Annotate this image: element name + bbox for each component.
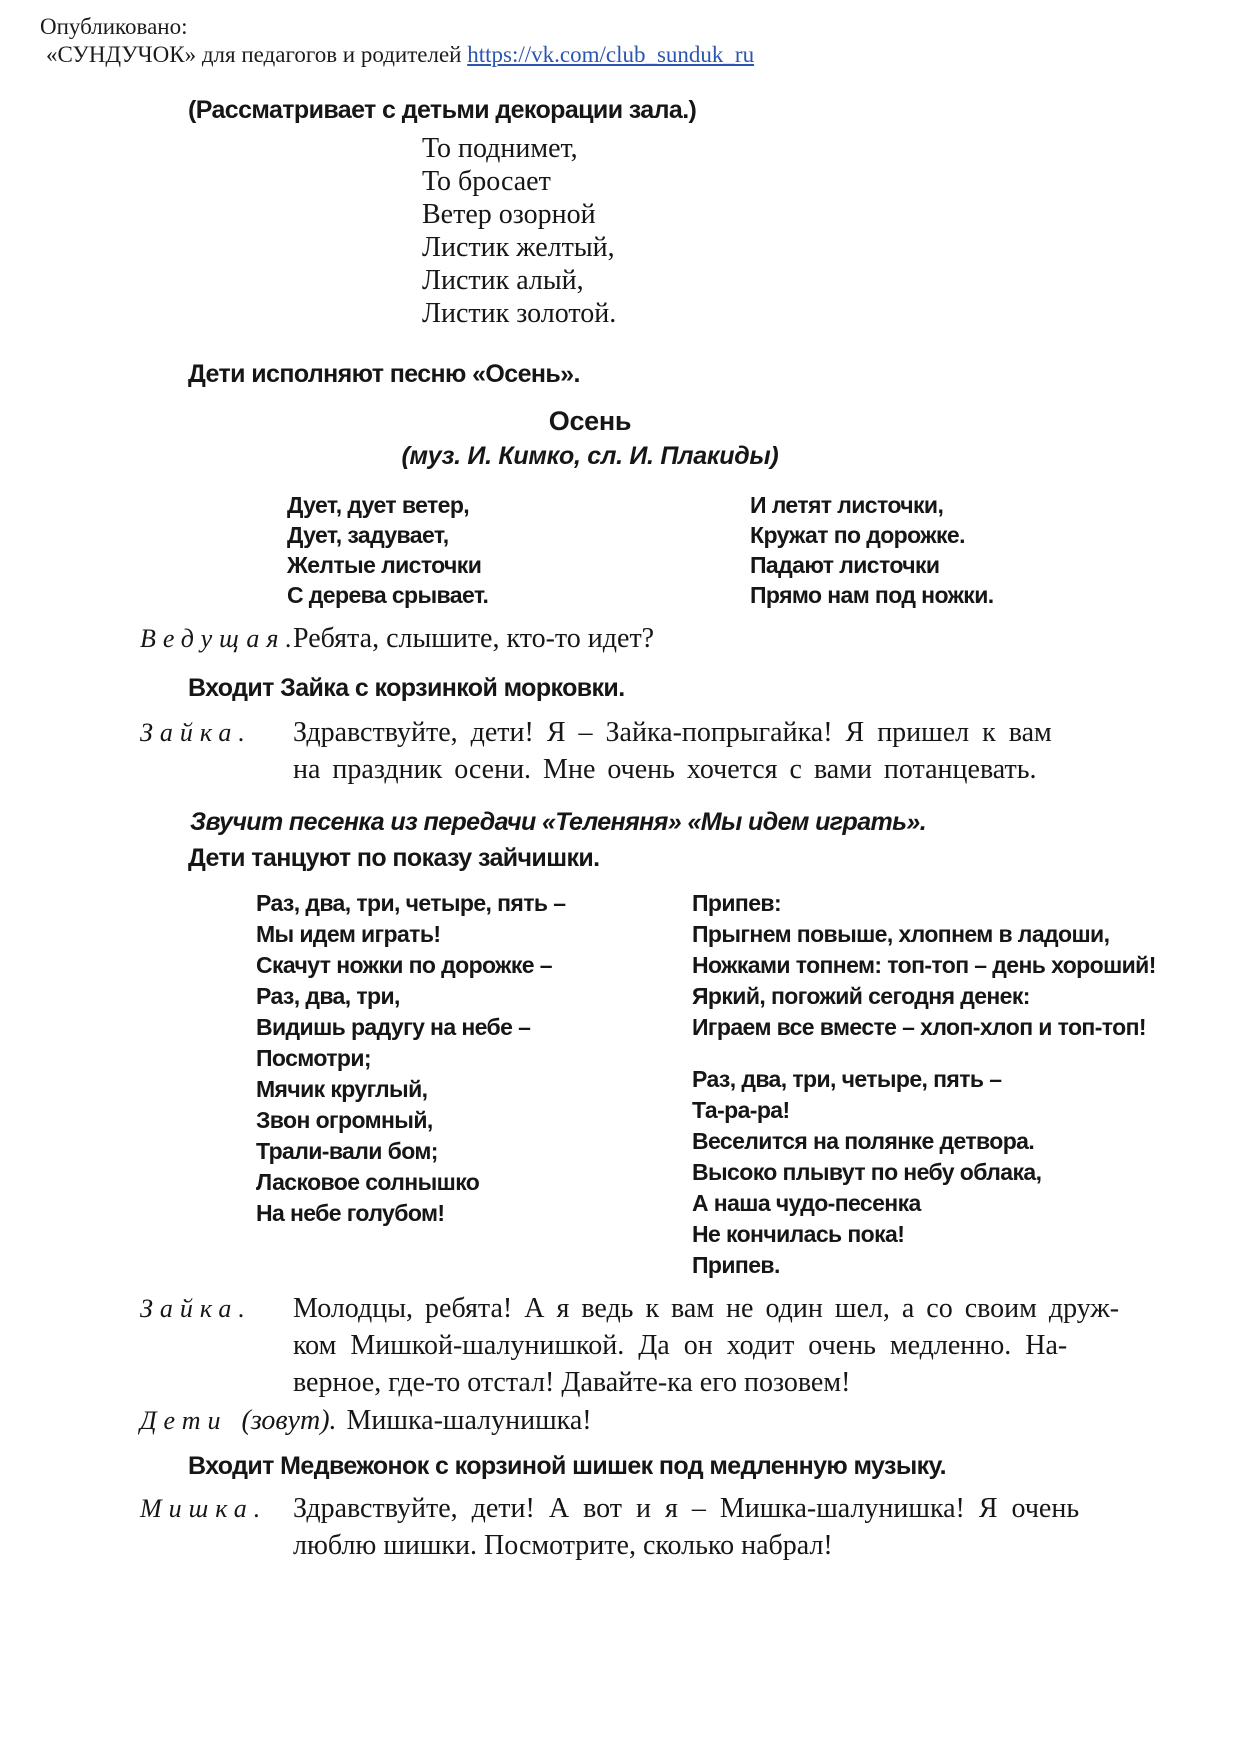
poem-line: То поднимет, <box>422 133 578 164</box>
dialogue-vedushchaya <box>140 620 654 657</box>
dialogue-text <box>293 714 1138 788</box>
stage-direction-song-osen: Дети исполняют песню «Осень». <box>188 360 580 388</box>
lyric-line: Та-ра-ра! <box>692 1097 790 1123</box>
lyric-line: Припев. <box>692 1252 780 1278</box>
stage-direction-zayka-enters: Входит Зайка с корзинкой морковки. <box>188 674 625 702</box>
poem-line: То бросает <box>422 166 551 197</box>
song-osen-left-column <box>287 490 488 610</box>
stage-direction-telenyanya-song <box>190 808 926 837</box>
song-igrat-right-column <box>692 888 1156 1281</box>
poem-line: Листик алый, <box>422 265 584 296</box>
lyric-line: Яркий, погожий сегодня денек: <box>692 983 1030 1009</box>
lyric-line: На небе голубом! <box>256 1200 445 1226</box>
stage-direction-children-dance: Дети танцуют по показу зайчишки. <box>188 844 600 872</box>
dialogue-text <box>293 1290 1138 1401</box>
dialogue-line: люблю шишки. Посмотрите, сколько набрал! <box>293 1530 833 1561</box>
dialogue-line: Молодцы, ребята! А я ведь к вам не один шел, а со своим друж- <box>293 1293 1120 1324</box>
poem-wind <box>422 132 616 330</box>
lyric-line: Прыгнем повыше, хлопнем в ладоши, <box>692 921 1110 947</box>
speaker-name: Мишка. <box>140 1494 268 1523</box>
dialogue-line: ком Мишкой-шалунишкой. Да он ходит очень медленно. На- <box>293 1330 1068 1361</box>
song-second-stanza <box>692 1064 1156 1281</box>
stage-direction-text: Звучит песенка из передачи «Теленяня» <box>190 808 688 836</box>
speaker-name: Зайка. <box>140 718 252 747</box>
lyric-line: Мы идем играть! <box>256 921 441 947</box>
lyric-line: С дерева срывает. <box>287 582 489 608</box>
lyric-line: Трали-вали бом; <box>256 1138 438 1164</box>
song-title: Осень <box>548 406 632 436</box>
dialogue-text: Ребята, слышите, кто-то идет? <box>293 623 655 654</box>
lyric-line: Веселится на полянке детвора. <box>692 1128 1035 1154</box>
lyric-line: Звон огромный, <box>256 1107 433 1133</box>
lyric-line: А наша чудо-песенка <box>692 1190 921 1216</box>
lyric-line: Не кончилась пока! <box>692 1221 905 1247</box>
dialogue-text: Мишка-шалунишка! <box>346 1405 592 1436</box>
dialogue-text <box>293 1490 1138 1564</box>
dialogue-line: Здравствуйте, дети! А вот и я – Мишка-шалунишка! Я очень <box>293 1493 1080 1524</box>
lyric-line: Раз, два, три, <box>256 983 400 1009</box>
lyric-line: Кружат по дорожке. <box>750 522 965 548</box>
lyric-line: Дует, задувает, <box>287 522 449 548</box>
dialogue-line: верное, где-то отстал! Давайте-ка его позовем! <box>293 1367 851 1398</box>
dialogue-line: Здравствуйте, дети! Я – Зайка-попрыгайка! Я пришел к вам <box>293 717 1052 748</box>
lyric-line: Раз, два, три, четыре, пять – <box>692 1066 1002 1092</box>
speaker-aside: (зовут). <box>241 1405 337 1436</box>
speaker-name: Ведущая. <box>140 624 299 653</box>
speaker-name: Дети <box>140 1406 228 1435</box>
song-refrain-stanza <box>692 888 1156 1043</box>
lyric-line: Видишь радугу на небе – <box>256 1014 531 1040</box>
lyric-line: Ножками топнем: топ-топ – день хороший! <box>692 952 1156 978</box>
poem-line: Листик желтый, <box>422 232 615 263</box>
song-osen-header <box>240 406 940 471</box>
lyric-line: Высоко плывут по небу облака, <box>692 1159 1042 1185</box>
lyric-line: Припев: <box>692 890 782 916</box>
lyric-line: Желтые листочки <box>287 552 482 578</box>
dialogue-zayka-1 <box>140 714 1138 788</box>
lyric-line: Ласковое солнышко <box>256 1169 480 1195</box>
song-igrat-left-column <box>256 888 565 1229</box>
community-label: «СУНДУЧОК» для педагогов и родителей <box>46 42 468 67</box>
header-source-line <box>46 42 754 68</box>
lyric-line: Посмотри; <box>256 1045 371 1071</box>
speaker-name: Зайка. <box>140 1294 252 1323</box>
dialogue-zayka-2 <box>140 1290 1138 1401</box>
poem-line: Листик золотой. <box>422 298 617 329</box>
stage-direction-text: . <box>919 808 927 836</box>
lyric-line: Падают листочки <box>750 552 940 578</box>
poem-line: Ветер озорной <box>422 199 596 230</box>
lyric-line: И летят листочки, <box>750 492 944 518</box>
song-credits: (муз. И. Кимко, сл. И. Плакиды) <box>401 442 779 470</box>
lyric-line: Играем все вместе – хлоп-хлоп и топ-топ! <box>692 1014 1146 1040</box>
published-label: Опубликовано: <box>40 14 188 39</box>
lyric-line: Мячик круглый, <box>256 1076 428 1102</box>
vk-link[interactable]: https://vk.com/club_sunduk_ru <box>467 42 755 67</box>
dialogue-mishka <box>140 1490 1138 1564</box>
stage-direction-mishka-enters: Входит Медвежонок с корзиной шишек под медленную музыку. <box>188 1452 946 1480</box>
song-osen-right-column <box>750 490 994 610</box>
dialogue-line: на праздник осени. Мне очень хочется с вами потанцевать. <box>293 754 1037 785</box>
lyric-line: Дует, дует ветер, <box>287 492 470 518</box>
lyric-line: Прямо нам под ножки. <box>750 582 994 608</box>
lyric-line: Скачут ножки по дорожке – <box>256 952 552 978</box>
song-name-bold: «Мы идем играть» <box>687 808 920 836</box>
stage-direction-decorations: (Рассматривает с детьми декорации зала.) <box>188 96 697 124</box>
dialogue-deti <box>140 1402 592 1439</box>
lyric-line: Раз, два, три, четыре, пять – <box>256 890 566 916</box>
